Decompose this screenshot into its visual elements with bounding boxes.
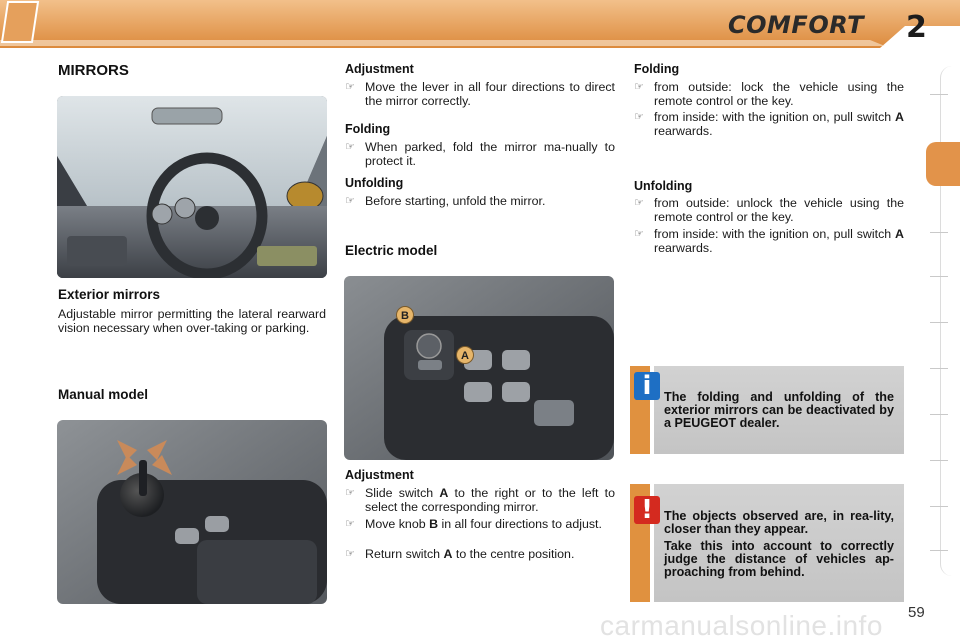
tab-active-chapter[interactable] (926, 142, 960, 186)
info-text: The folding and unfolding of the exterior mirrors can be deactivated by a PEUGEOT dealer. (664, 390, 894, 430)
text-part: rearwards. (654, 124, 713, 138)
bullet-item (345, 140, 615, 168)
bullet-item (345, 194, 615, 208)
tab-divider (930, 276, 948, 277)
tab-divider (930, 94, 948, 95)
electric-mirror-control-photo (344, 276, 614, 460)
bullet-item (345, 517, 615, 531)
tab-divider (930, 322, 948, 323)
bullet-text (365, 517, 615, 531)
text-part: Return switch (365, 547, 444, 561)
switch-key: A (443, 547, 453, 561)
bullet-text (654, 110, 904, 138)
bullet-text: Before starting, unfold the mirror. (365, 194, 546, 208)
bullet-item (634, 110, 904, 138)
switch-key: A (895, 110, 904, 124)
text-part: in all four directions to adjust. (438, 517, 602, 531)
bullet-item (345, 547, 615, 561)
electric-model-heading: Electric model (345, 243, 438, 258)
bullet-item (345, 80, 615, 108)
bullet-item (345, 486, 615, 514)
exterior-mirrors-text: Adjustable mirror permitting the lateral rearward vision necessary when over-taking or parking. (58, 307, 326, 335)
text-part: rearwards. (654, 241, 713, 255)
pointing-hand-icon: ☞ (345, 487, 355, 499)
text-part: from inside: with the ignition on, pull switch (654, 110, 896, 124)
tab-divider (930, 368, 948, 369)
folding-electric-heading: Folding (634, 62, 680, 76)
bullet-text (365, 547, 615, 561)
pointing-hand-icon: ☞ (345, 518, 355, 530)
adjustment-heading: Adjustment (345, 62, 414, 76)
text-part: to the right or to the left to select the corresponding mirror. (365, 486, 615, 514)
manual-model-heading: Manual model (58, 387, 149, 402)
unfolding-heading: Unfolding (345, 176, 404, 190)
pointing-hand-icon: ☞ (634, 81, 644, 93)
pointing-hand-icon: ☞ (345, 548, 355, 560)
folding-heading: Folding (345, 122, 391, 136)
bullet-item (634, 80, 904, 108)
text-part: Slide switch (365, 486, 440, 500)
chapter-title: COMFORT (728, 11, 864, 39)
pointing-hand-icon: ☞ (345, 141, 355, 153)
chapter-number: 2 (906, 10, 927, 45)
text-part: Move knob (365, 517, 430, 531)
chapter-tabs (926, 66, 960, 576)
tab-divider (930, 414, 948, 415)
text-part: to the centre position. (452, 547, 575, 561)
bullet-text (365, 486, 615, 514)
knob-key: B (429, 517, 439, 531)
tab-divider (930, 506, 948, 507)
switch-key: A (439, 486, 449, 500)
watermark-text: carmanualsonline.info (600, 610, 883, 640)
switch-key: A (895, 227, 904, 241)
pointing-hand-icon: ☞ (345, 81, 355, 93)
bullet-text: from outside: lock the vehicle using the remote control or the key. (654, 80, 904, 108)
bullet-text: Move the lever in all four directions to direct the mirror correctly. (365, 80, 615, 108)
page-number: 59 (908, 604, 925, 621)
info-note (630, 366, 904, 454)
bullet-text: from outside: unlock the vehicle using the remote control or the key. (654, 196, 904, 224)
manual-mirror-control-photo (57, 420, 327, 604)
pointing-hand-icon: ☞ (345, 195, 355, 207)
section-title: MIRRORS (58, 62, 129, 79)
warning-note (630, 484, 904, 602)
warning-text-1: The objects observed are, in rea-lity, closer than they appear. (664, 509, 894, 536)
text-part: from inside: with the ignition on, pull switch (654, 227, 896, 241)
adjustment-electric-heading: Adjustment (345, 468, 414, 482)
warning-text-2: Take this into account to correctly judge the distance of vehicles ap-proaching from behind. (664, 539, 894, 579)
bullet-item (634, 227, 904, 255)
tab-divider (930, 460, 948, 461)
chapter-badge-icon (0, 0, 40, 44)
bullet-text: When parked, fold the mirror ma-nually to protect it. (365, 140, 615, 168)
tab-divider (930, 232, 948, 233)
exterior-mirrors-heading: Exterior mirrors (58, 287, 161, 302)
page-header (0, 0, 960, 48)
unfolding-electric-heading: Unfolding (634, 179, 693, 193)
info-icon: i (634, 372, 660, 400)
pointing-hand-icon: ☞ (634, 197, 644, 209)
bullet-item (634, 196, 904, 224)
label-a-marker: A (456, 346, 474, 364)
dashboard-photo (57, 96, 327, 278)
warning-icon: ! (634, 496, 660, 524)
bullet-text (654, 227, 904, 255)
pointing-hand-icon: ☞ (634, 111, 644, 123)
label-b-marker: B (396, 306, 414, 324)
tab-divider (930, 550, 948, 551)
pointing-hand-icon: ☞ (634, 228, 644, 240)
